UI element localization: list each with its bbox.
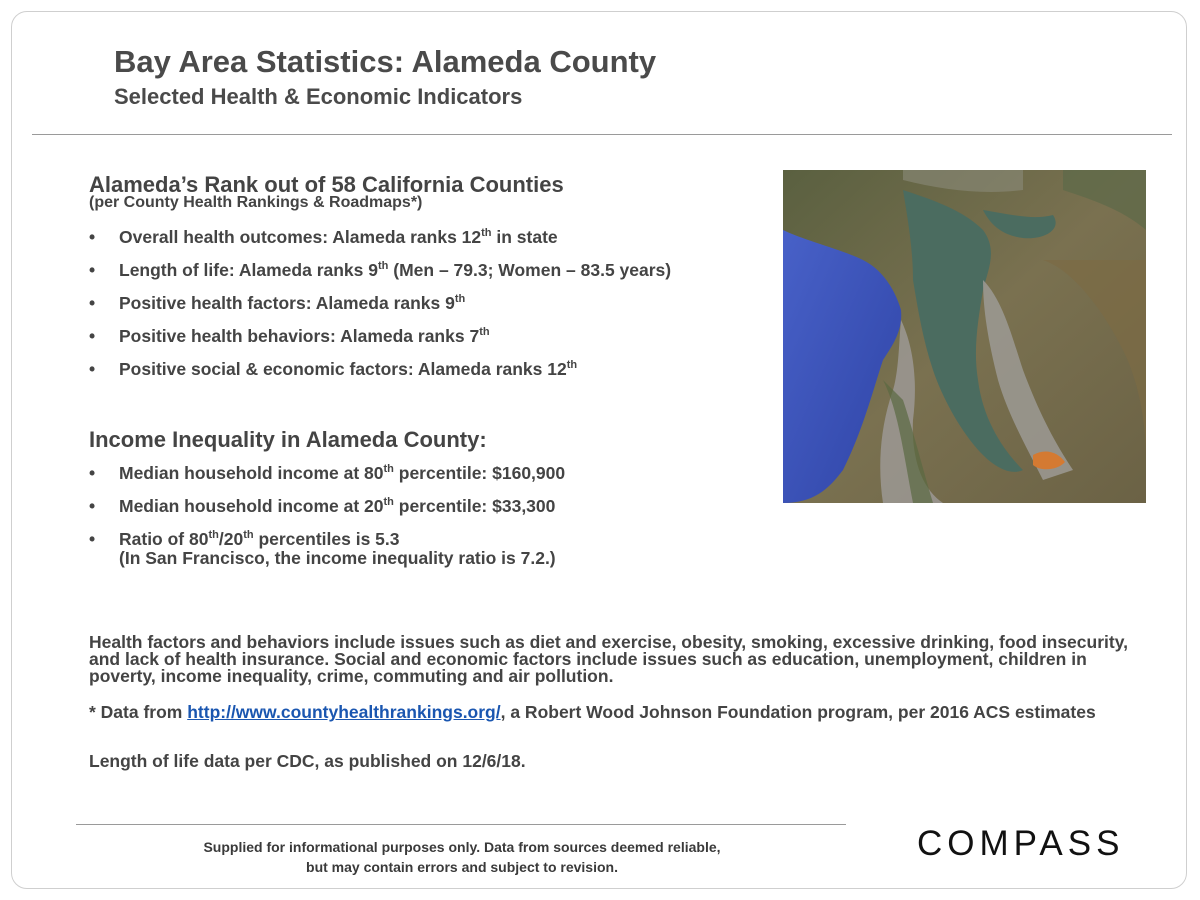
bullet-icon: • bbox=[89, 496, 96, 516]
bullet-icon: • bbox=[89, 293, 96, 313]
slide bbox=[11, 11, 1187, 889]
bullet-icon: • bbox=[89, 463, 96, 483]
footer-divider bbox=[76, 824, 846, 825]
list-item: • Positive health factors: Alameda ranks 9th bbox=[89, 293, 466, 313]
cdc-note: Length of life data per CDC, as published on 12/6/18. bbox=[89, 751, 526, 771]
list-item: • Positive social & economic factors: Alameda ranks 12th bbox=[89, 359, 578, 379]
county-health-rankings-link[interactable]: http://www.countyhealthrankings.org/ bbox=[187, 702, 501, 722]
income-list bbox=[89, 462, 565, 568]
list-item: • Length of life: Alameda ranks 9th (Men – 79.3; Women – 83.5 years) bbox=[89, 260, 672, 280]
disclaimer: Supplied for informational purposes only. Data from sources deemed reliable, but may contain errors and subject to revision. bbox=[203, 839, 721, 875]
rank-section-heading: Alameda’s Rank out of 58 California Counties bbox=[89, 172, 564, 197]
data-source-note: * Data from http://www.countyhealthrankings.org/, a Robert Wood Johnson Foundation program, per 2016 ACS estimates bbox=[89, 702, 1096, 722]
bullet-icon: • bbox=[89, 227, 96, 247]
bullet-icon: • bbox=[89, 529, 96, 549]
list-item: • Median household income at 20th percentile: $33,300 bbox=[89, 496, 556, 516]
compass-logo: COMPASS bbox=[917, 824, 1125, 863]
list-item: • Ratio of 80th/20th percentiles is 5.3 (In San Francisco, the income inequality ratio is 7.2.) bbox=[89, 528, 565, 568]
page-subtitle: Selected Health & Economic Indicators bbox=[114, 84, 523, 109]
list-item: • Median household income at 80th percentile: $160,900 bbox=[89, 463, 566, 483]
bullet-icon: • bbox=[89, 359, 96, 379]
bullet-icon: • bbox=[89, 260, 96, 280]
factors-note: Health factors and behaviors include issues such as diet and exercise, obesity, smoking, excessive drinking, food insecurity, and lack of health insurance. Social and economic factors include issues such as education, unemployment, children in poverty, income inequality, crime, commuting and air pollution. bbox=[89, 632, 1129, 686]
list-item: • Overall health outcomes: Alameda ranks 12th in state bbox=[89, 227, 558, 247]
list-item: • Positive health behaviors: Alameda ranks 7th bbox=[89, 326, 490, 346]
header-divider bbox=[32, 134, 1172, 135]
bullet-icon: • bbox=[89, 326, 96, 346]
satellite-map-image bbox=[783, 170, 1146, 503]
rank-list bbox=[89, 226, 671, 391]
page-title: Bay Area Statistics: Alameda County bbox=[114, 44, 657, 79]
san-francisco-note: (In San Francisco, the income inequality ratio is 7.2.) bbox=[119, 548, 556, 568]
income-section-heading: Income Inequality in Alameda County: bbox=[89, 427, 487, 452]
rank-section-subheading: (per County Health Rankings & Roadmaps*) bbox=[89, 194, 423, 211]
